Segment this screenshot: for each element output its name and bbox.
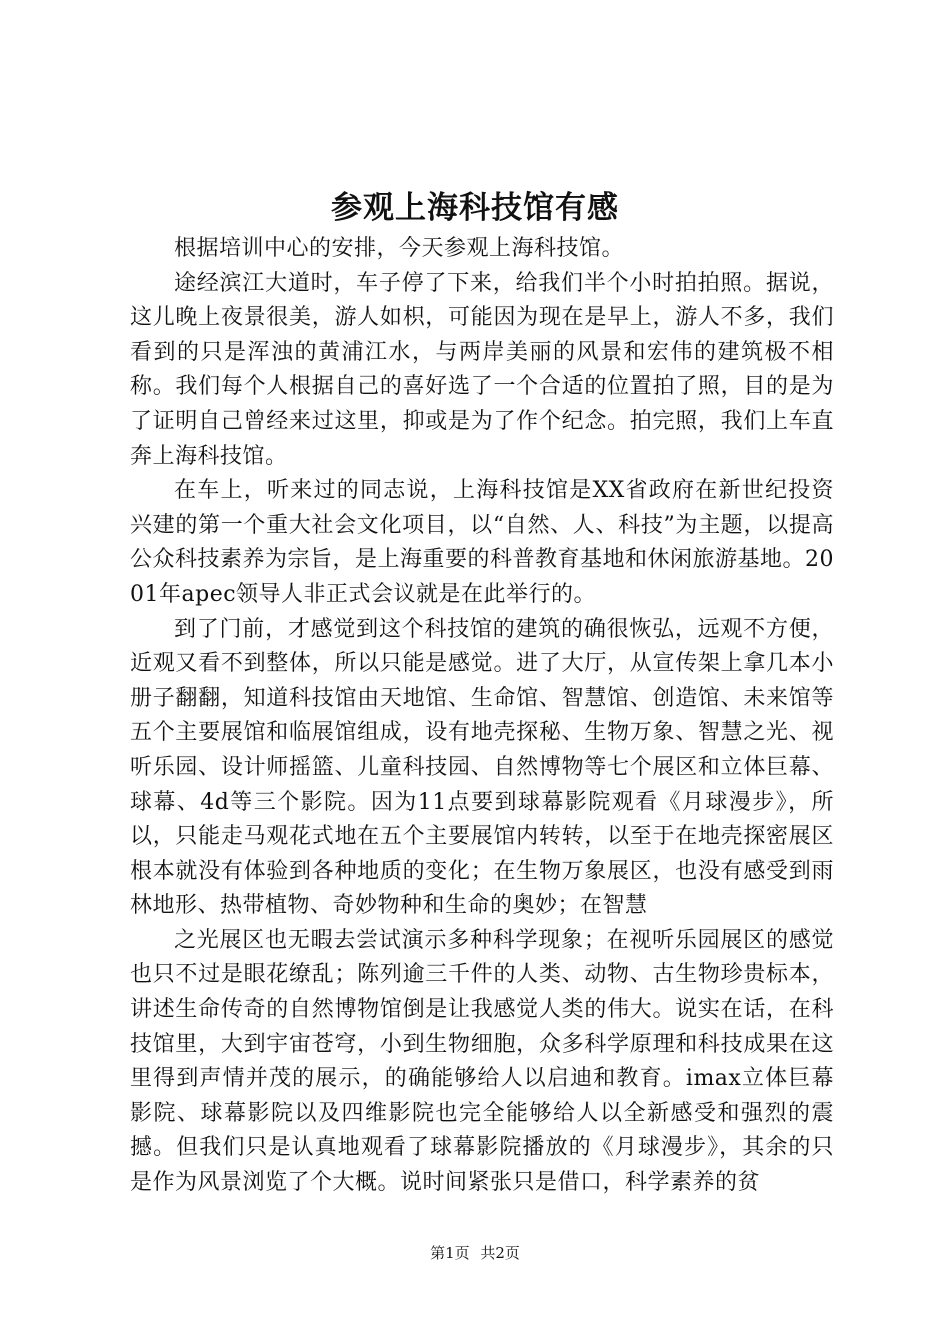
document-body xyxy=(130,232,834,1201)
paragraph: 途经滨江大道时，车子停了下来，给我们半个小时拍拍照。据说，这儿晚上夜景很美，游人如枳，可能因为现在是早上，游人不多，我们看到的只是浑浊的黄浦江水，与两岸美丽的风景和宏伟的建筑极不相称。我们每个人根据自己的喜好选了一个合适的位置拍了照，目的是为了证明自己曾经来过这里，抑或是为了作个纪念。拍完照，我们上车直奔上海科技馆。 xyxy=(130,270,834,469)
paragraph: 在车上，听来过的同志说，上海科技馆是XX省政府在新世纪投资兴建的第一个重大社会文化项目，以“自然、人、科技”为主题，以提高公众科技素养为宗旨，是上海重要的科普教育基地和休闲旅游基地。2001年apec领导人非正式会议就是在此举行的。 xyxy=(130,478,834,607)
document-title: 参观上海科技馆有感 xyxy=(331,190,619,226)
paragraph: 之光展区也无暇去尝试演示多种科学现象；在视听乐园展区的感觉也只不过是眼花缭乱；陈列逾三千件的人类、动物、古生物珍贵标本，讲述生命传奇的自然博物馆倒是让我感觉人类的伟大。说实在话，在科技馆里，大到宇宙苍穹，小到生物细胞，众多科学原理和科技成果在这里得到声情并茂的展示，的确能够给人以启迪和教育。imax立体巨幕影院、球幕影院以及四维影院也完全能够给人以全新感受和强烈的震撼。但我们只是认真地观看了球幕影院播放的《月球漫步》，其余的只是作为风景浏览了个大概。说时间紧张只是借口，科学素养的贫 xyxy=(130,927,834,1196)
page-number: 第1页 xyxy=(430,1244,470,1262)
paragraph: 根据培训中心的安排，今天参观上海科技馆。 xyxy=(174,236,625,261)
page-total: 共2页 xyxy=(480,1244,520,1262)
page-footer xyxy=(0,1243,950,1263)
paragraph: 到了门前，才感觉到这个科技馆的建筑的确很恢弘，远观不方便，近观又看不到整体，所以只能是感觉。进了大厅，从宣传架上拿几本小册子翻翻，知道科技馆由天地馆、生命馆、智慧馆、创造馆、未来馆等五个主要展馆和临展馆组成，设有地壳探秘、生物万象、智慧之光、视听乐园、设计师摇篮、儿童科技园、自然博物等七个展区和立体巨幕、球幕、4d等三个影院。因为11点要到球幕影院观看《月球漫步》，所以，只能走马观花式地在五个主要展馆内转转，以至于在地壳探密展区根本就没有体验到各种地质的变化；在生物万象展区，也没有感受到雨林地形、热带植物、奇妙物种和生命的奥妙；在智慧 xyxy=(130,616,834,919)
